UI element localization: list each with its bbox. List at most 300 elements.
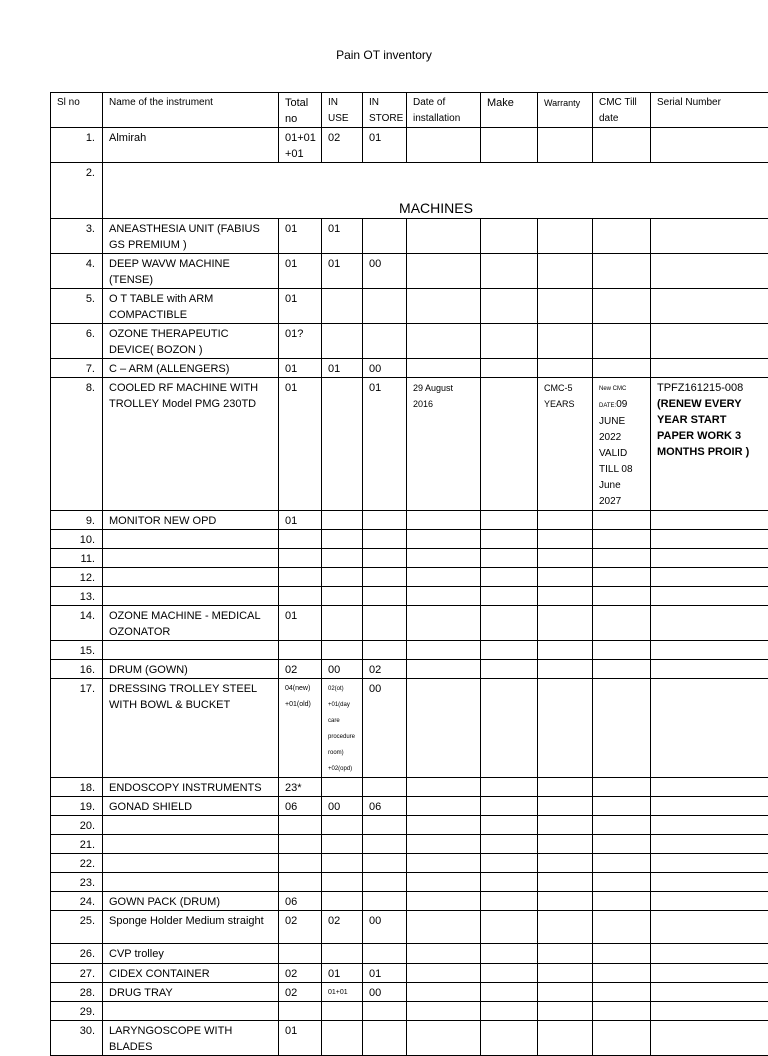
warranty-cell (538, 511, 593, 530)
serial-cell (651, 254, 768, 289)
name-cell (103, 835, 279, 854)
date-cell (407, 835, 481, 854)
in-store-cell (363, 530, 407, 549)
serial-cell (651, 606, 768, 641)
serial-cell (651, 892, 768, 911)
in-store-cell: 01 (363, 378, 407, 511)
name-cell: OZONE THERAPEUTIC DEVICE( BOZON ) (103, 324, 279, 359)
make-cell (481, 587, 538, 606)
warranty-cell (538, 964, 593, 983)
table-row (51, 128, 768, 163)
in-use-cell (322, 289, 363, 324)
serial-cell (651, 873, 768, 892)
serial-cell (651, 324, 768, 359)
serial-cell (651, 797, 768, 816)
in-use-cell (322, 530, 363, 549)
table-row (51, 163, 768, 219)
in-store-cell: 00 (363, 254, 407, 289)
make-cell (481, 324, 538, 359)
header-in-store: IN STORE (363, 93, 407, 128)
name-cell (103, 587, 279, 606)
date-cell (407, 778, 481, 797)
header-name: Name of the instrument (103, 93, 279, 128)
serial-cell (651, 854, 768, 873)
in-use-cell (322, 1002, 363, 1021)
warranty-cell (538, 778, 593, 797)
name-cell (103, 1002, 279, 1021)
make-cell (481, 983, 538, 1002)
in-store-cell: 00 (363, 911, 407, 944)
in-store-cell (363, 606, 407, 641)
cmc-cell (593, 128, 651, 163)
in-store-cell (363, 219, 407, 254)
sl-cell: 26. (51, 944, 103, 964)
name-cell: GOWN PACK (DRUM) (103, 892, 279, 911)
table-row (51, 816, 768, 835)
total-cell: 02 (279, 983, 322, 1002)
section-heading: MACHINES (103, 163, 768, 219)
in-use-cell (322, 641, 363, 660)
in-use-cell: 01 (322, 964, 363, 983)
total-cell (279, 835, 322, 854)
total-cell: 01 (279, 511, 322, 530)
cmc-cell (593, 892, 651, 911)
date-cell (407, 254, 481, 289)
make-cell (481, 911, 538, 944)
warranty-cell (538, 911, 593, 944)
in-store-cell: 06 (363, 797, 407, 816)
date-cell (407, 797, 481, 816)
make-cell (481, 289, 538, 324)
warranty-cell (538, 568, 593, 587)
date-cell (407, 1002, 481, 1021)
sl-cell: 28. (51, 983, 103, 1002)
in-use-cell: 01 (322, 254, 363, 289)
date-cell (407, 128, 481, 163)
serial-cell (651, 378, 768, 511)
table-row (51, 873, 768, 892)
name-cell: DRUM (GOWN) (103, 660, 279, 679)
make-cell (481, 835, 538, 854)
sl-cell: 1. (51, 128, 103, 163)
date-cell (407, 944, 481, 964)
header-total: Total no (279, 93, 322, 128)
name-cell: OZONE MACHINE - MEDICAL OZONATOR (103, 606, 279, 641)
table-row (51, 1021, 768, 1056)
warranty-cell (538, 530, 593, 549)
cmc-cell (593, 797, 651, 816)
table-row (51, 289, 768, 324)
sl-cell: 20. (51, 816, 103, 835)
warranty-cell (538, 359, 593, 378)
total-cell: 23* (279, 778, 322, 797)
warranty-cell (538, 797, 593, 816)
name-cell: ANEASTHESIA UNIT (FABIUS GS PREMIUM ) (103, 219, 279, 254)
name-cell: Sponge Holder Medium straight (103, 911, 279, 944)
in-store-cell (363, 835, 407, 854)
make-cell (481, 679, 538, 778)
serial-cell (651, 641, 768, 660)
in-use-cell: 02 (322, 911, 363, 944)
sl-cell: 9. (51, 511, 103, 530)
cmc-cell (593, 568, 651, 587)
cmc-cell (593, 378, 651, 511)
serial-cell (651, 835, 768, 854)
make-cell (481, 378, 538, 511)
in-store-cell: 01 (363, 128, 407, 163)
sl-cell: 17. (51, 679, 103, 778)
name-cell: DRUG TRAY (103, 983, 279, 1002)
date-cell (407, 587, 481, 606)
make-cell (481, 964, 538, 983)
cmc-cell (593, 587, 651, 606)
total-cell (279, 944, 322, 964)
name-cell: DRESSING TROLLEY STEEL WITH BOWL & BUCKET (103, 679, 279, 778)
sl-cell: 8. (51, 378, 103, 511)
in-use-cell (322, 1021, 363, 1056)
date-cell (407, 606, 481, 641)
warranty-cell (538, 128, 593, 163)
in-store-cell: 00 (363, 679, 407, 778)
warranty-cell (538, 254, 593, 289)
cmc-cell (593, 873, 651, 892)
make-cell (481, 1002, 538, 1021)
in-use-cell: 01 (322, 359, 363, 378)
cmc-cell (593, 1021, 651, 1056)
sl-cell: 23. (51, 873, 103, 892)
cmc-cell (593, 359, 651, 378)
name-cell: C – ARM (ALLENGERS) (103, 359, 279, 378)
make-cell (481, 944, 538, 964)
in-store-cell (363, 568, 407, 587)
name-cell: GONAD SHIELD (103, 797, 279, 816)
date-cell (407, 568, 481, 587)
header-cmc: CMC Till date (593, 93, 651, 128)
header-make: Make (481, 93, 538, 128)
make-cell (481, 660, 538, 679)
in-use-cell (322, 378, 363, 511)
warranty-cell (538, 606, 593, 641)
name-cell (103, 816, 279, 835)
in-use-cell (322, 324, 363, 359)
cmc-cell (593, 816, 651, 835)
sl-cell: 19. (51, 797, 103, 816)
make-cell (481, 797, 538, 816)
in-store-cell (363, 778, 407, 797)
table-row (51, 892, 768, 911)
in-use-cell (322, 778, 363, 797)
date-cell (407, 641, 481, 660)
date-cell (407, 289, 481, 324)
warranty-cell (538, 1002, 593, 1021)
cmc-cell (593, 641, 651, 660)
make-cell (481, 873, 538, 892)
in-use-cell (322, 606, 363, 641)
total-cell (279, 530, 322, 549)
in-use-cell (322, 549, 363, 568)
serial-note: (RENEW EVERY YEAR START PAPER WORK 3 MONTHS PROIR ) (657, 396, 763, 460)
in-store-cell (363, 1002, 407, 1021)
serial-cell (651, 1021, 768, 1056)
cmc-cell (593, 1002, 651, 1021)
table-row (51, 679, 768, 778)
make-cell (481, 568, 538, 587)
name-cell: LARYNGOSCOPE WITH BLADES (103, 1021, 279, 1056)
name-cell (103, 549, 279, 568)
total-cell (279, 549, 322, 568)
in-store-cell (363, 816, 407, 835)
date-cell (407, 660, 481, 679)
date-cell (407, 854, 481, 873)
sl-cell: 2. (51, 163, 103, 219)
total-cell: 02 (279, 911, 322, 944)
cmc-cell (593, 983, 651, 1002)
in-use-cell (322, 892, 363, 911)
name-cell (103, 568, 279, 587)
name-cell: CIDEX CONTAINER (103, 964, 279, 983)
date-cell (407, 530, 481, 549)
serial-cell (651, 983, 768, 1002)
in-store-cell: 00 (363, 359, 407, 378)
serial-cell (651, 587, 768, 606)
total-cell: 01? (279, 324, 322, 359)
date-cell (407, 816, 481, 835)
make-cell (481, 892, 538, 911)
serial-cell (651, 1002, 768, 1021)
warranty-cell: CMC-5 YEARS (538, 378, 593, 511)
date-cell (407, 983, 481, 1002)
date-cell: 29 August 2016 (407, 378, 481, 511)
cmc-cell (593, 854, 651, 873)
cmc-cell (593, 835, 651, 854)
date-cell (407, 549, 481, 568)
table-row (51, 911, 768, 944)
sl-cell: 12. (51, 568, 103, 587)
cmc-cell (593, 324, 651, 359)
in-store-cell: 01 (363, 964, 407, 983)
date-cell (407, 873, 481, 892)
cmc-cell (593, 549, 651, 568)
total-cell: 06 (279, 892, 322, 911)
make-cell (481, 641, 538, 660)
in-use-cell: 01+01 (322, 983, 363, 1002)
total-cell: 01 (279, 606, 322, 641)
sl-cell: 5. (51, 289, 103, 324)
total-cell (279, 1002, 322, 1021)
table-row (51, 854, 768, 873)
serial-cell (651, 530, 768, 549)
inventory-table (50, 92, 768, 1056)
make-cell (481, 816, 538, 835)
total-cell: 02 (279, 660, 322, 679)
name-cell: Almirah (103, 128, 279, 163)
table-row (51, 944, 768, 964)
serial-cell (651, 660, 768, 679)
serial-cell (651, 778, 768, 797)
sl-cell: 24. (51, 892, 103, 911)
serial-cell (651, 568, 768, 587)
table-row (51, 1002, 768, 1021)
serial-cell (651, 964, 768, 983)
warranty-cell (538, 835, 593, 854)
table-row (51, 324, 768, 359)
make-cell (481, 254, 538, 289)
cmc-prefix: New CMC DATE: (599, 386, 626, 409)
date-cell (407, 359, 481, 378)
serial-cell (651, 289, 768, 324)
in-store-cell (363, 873, 407, 892)
name-cell: DEEP WAVW MACHINE (TENSE) (103, 254, 279, 289)
name-cell: O T TABLE with ARM COMPACTIBLE (103, 289, 279, 324)
warranty-cell (538, 944, 593, 964)
warranty-cell (538, 679, 593, 778)
in-store-cell (363, 1021, 407, 1056)
cmc-cell (593, 530, 651, 549)
serial-cell (651, 549, 768, 568)
make-cell (481, 359, 538, 378)
table-row (51, 530, 768, 549)
header-serial: Serial Number (651, 93, 768, 128)
total-cell (279, 816, 322, 835)
sl-cell: 21. (51, 835, 103, 854)
sl-cell: 30. (51, 1021, 103, 1056)
make-cell (481, 1021, 538, 1056)
in-store-cell (363, 549, 407, 568)
in-store-cell (363, 892, 407, 911)
date-cell (407, 511, 481, 530)
serial-cell (651, 816, 768, 835)
name-cell (103, 641, 279, 660)
sl-cell: 22. (51, 854, 103, 873)
header-sl: Sl no (51, 93, 103, 128)
table-row (51, 587, 768, 606)
page-title: Pain OT inventory (0, 48, 768, 62)
name-cell: COOLED RF MACHINE WITH TROLLEY Model PMG 230TD (103, 378, 279, 511)
name-cell: CVP trolley (103, 944, 279, 964)
total-cell: 01+01 +01 (279, 128, 322, 163)
sl-cell: 4. (51, 254, 103, 289)
cmc-cell (593, 679, 651, 778)
make-cell (481, 854, 538, 873)
date-cell (407, 219, 481, 254)
in-store-cell: 02 (363, 660, 407, 679)
cmc-cell (593, 911, 651, 944)
cmc-cell (593, 219, 651, 254)
serial-cell (651, 511, 768, 530)
warranty-cell (538, 660, 593, 679)
sl-cell: 29. (51, 1002, 103, 1021)
table-row (51, 641, 768, 660)
header-warranty: Warranty (538, 93, 593, 128)
name-cell (103, 530, 279, 549)
name-cell (103, 873, 279, 892)
date-cell (407, 964, 481, 983)
cmc-cell (593, 289, 651, 324)
cmc-cell (593, 944, 651, 964)
total-cell (279, 587, 322, 606)
total-cell: 02 (279, 964, 322, 983)
table-row (51, 797, 768, 816)
warranty-cell (538, 324, 593, 359)
date-cell (407, 892, 481, 911)
make-cell (481, 778, 538, 797)
warranty-cell (538, 983, 593, 1002)
warranty-cell (538, 549, 593, 568)
sl-cell: 25. (51, 911, 103, 944)
in-use-cell: 02 (322, 128, 363, 163)
in-store-cell (363, 854, 407, 873)
in-store-cell (363, 511, 407, 530)
header-row (51, 93, 768, 128)
warranty-cell (538, 816, 593, 835)
total-cell: 01 (279, 289, 322, 324)
in-store-cell (363, 289, 407, 324)
sl-cell: 13. (51, 587, 103, 606)
total-cell (279, 641, 322, 660)
table-row (51, 660, 768, 679)
date-cell (407, 911, 481, 944)
total-cell: 01 (279, 1021, 322, 1056)
sl-cell: 16. (51, 660, 103, 679)
make-cell (481, 606, 538, 641)
in-use-cell (322, 587, 363, 606)
serial-cell (651, 219, 768, 254)
total-cell: 01 (279, 254, 322, 289)
sl-cell: 27. (51, 964, 103, 983)
date-cell (407, 324, 481, 359)
name-cell (103, 854, 279, 873)
sl-cell: 14. (51, 606, 103, 641)
in-store-cell (363, 324, 407, 359)
cmc-cell (593, 254, 651, 289)
in-store-cell (363, 641, 407, 660)
in-use-cell (322, 835, 363, 854)
total-cell: 06 (279, 797, 322, 816)
header-in-use: IN USE (322, 93, 363, 128)
in-use-cell: 02(ot) +01(day care procedure room) +02(opd) (322, 679, 363, 778)
table-row (51, 511, 768, 530)
table-row (51, 983, 768, 1002)
in-use-cell (322, 854, 363, 873)
in-use-cell (322, 873, 363, 892)
make-cell (481, 511, 538, 530)
total-cell: 01 (279, 359, 322, 378)
in-use-cell (322, 944, 363, 964)
total-cell: 01 (279, 219, 322, 254)
in-store-cell: 00 (363, 983, 407, 1002)
cmc-cell (593, 606, 651, 641)
cmc-cell (593, 964, 651, 983)
header-date: Date of installation (407, 93, 481, 128)
serial-cell (651, 911, 768, 944)
in-use-cell: 00 (322, 797, 363, 816)
date-cell (407, 1021, 481, 1056)
serial-cell (651, 359, 768, 378)
table-row (51, 606, 768, 641)
date-cell (407, 679, 481, 778)
table-row (51, 778, 768, 797)
name-cell: MONITOR NEW OPD (103, 511, 279, 530)
make-cell (481, 128, 538, 163)
table-row (51, 378, 768, 511)
sl-cell: 11. (51, 549, 103, 568)
table-row (51, 568, 768, 587)
cmc-value: 09 JUNE 2022 VALID TILL 08 June 2027 (599, 399, 633, 507)
in-use-cell: 01 (322, 219, 363, 254)
make-cell (481, 530, 538, 549)
table-row (51, 549, 768, 568)
total-cell: 04(new) +01(old) (279, 679, 322, 778)
